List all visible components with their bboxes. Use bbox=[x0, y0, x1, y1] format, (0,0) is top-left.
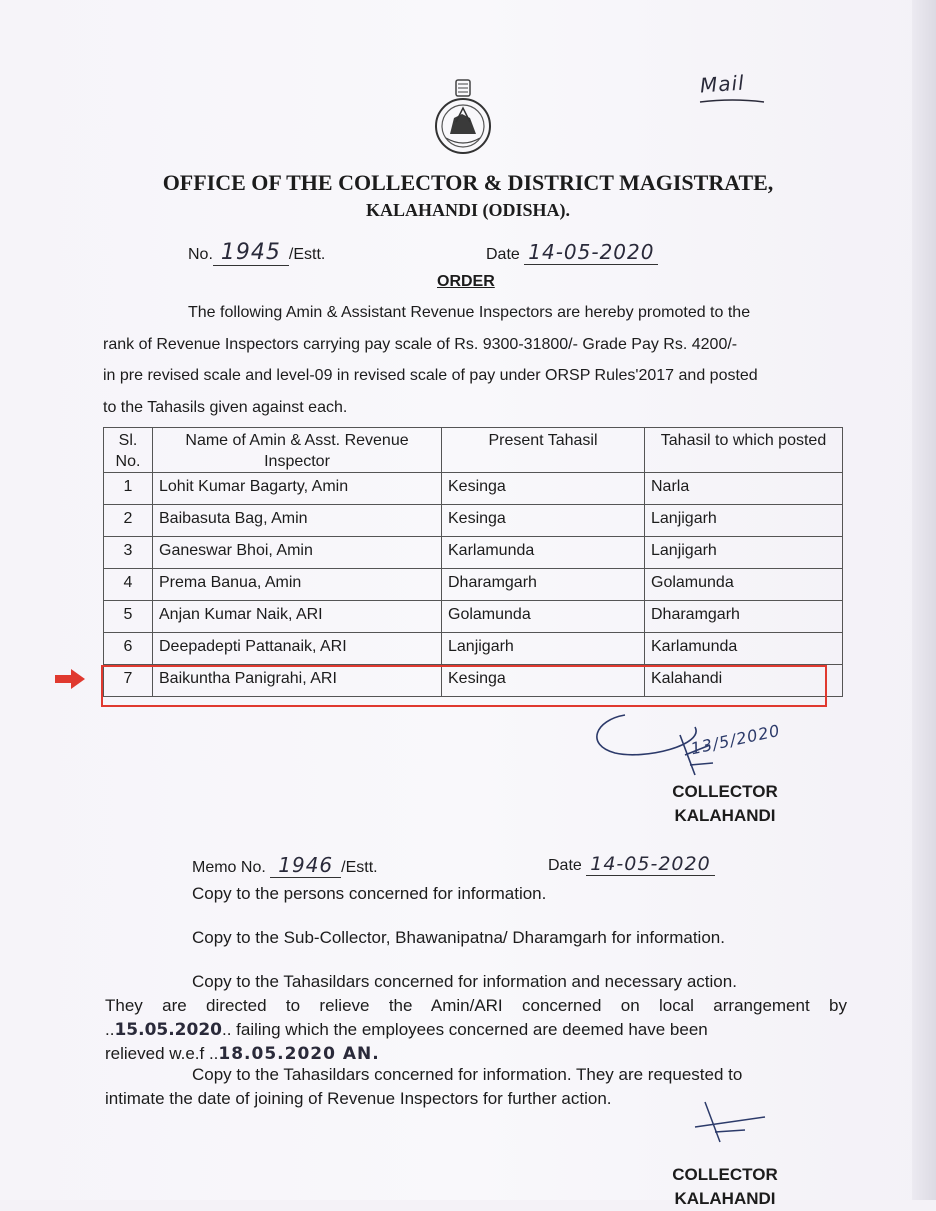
relieved-wef-date: 18.05.2020 AN. bbox=[218, 1044, 380, 1064]
table-row bbox=[104, 537, 843, 569]
cell-sl: 6 bbox=[104, 633, 153, 665]
order-heading: ORDER bbox=[437, 273, 495, 290]
cell-posted: Golamunda bbox=[645, 569, 843, 601]
cell-present: Kesinga bbox=[442, 505, 645, 537]
cell-sl: 4 bbox=[104, 569, 153, 601]
cell-posted: Lanjigarh bbox=[645, 505, 843, 537]
intro-line: to the Tahasils given against each. bbox=[103, 398, 348, 416]
intro-line: The following Amin & Assistant Revenue Inspectors are hereby promoted to the bbox=[188, 304, 751, 321]
intro-line: rank of Revenue Inspectors carrying pay scale of Rs. 9300-31800/- Grade Pay Rs. 4200/- bbox=[103, 335, 738, 353]
copy3-wef: relieved w.e.f .. bbox=[105, 1044, 219, 1063]
copy3-line bbox=[105, 1018, 847, 1042]
signatory-district: KALAHANDI bbox=[674, 1189, 776, 1208]
header-name: Name of Amin & Asst. Revenue Inspector bbox=[153, 428, 442, 473]
order-number-label: No. bbox=[188, 246, 213, 263]
order-number bbox=[188, 240, 325, 265]
memo-date bbox=[548, 853, 715, 875]
signature-scrawl-icon bbox=[665, 1082, 805, 1152]
odisha-emblem-icon bbox=[432, 78, 494, 158]
table-row bbox=[104, 601, 843, 633]
cell-sl: 1 bbox=[104, 473, 153, 505]
row-highlight-box bbox=[101, 665, 827, 707]
table-row bbox=[104, 633, 843, 665]
header-posted-tahasil: Tahasil to which posted bbox=[645, 428, 843, 473]
table-row bbox=[104, 505, 843, 537]
order-date-value: 14-05-2020 bbox=[524, 240, 658, 265]
arrow-right-icon bbox=[55, 667, 85, 691]
memo-number-label: Memo No. bbox=[192, 859, 266, 876]
memo-date-value: 14-05-2020 bbox=[586, 853, 714, 876]
cell-posted: Lanjigarh bbox=[645, 537, 843, 569]
header-sl-no: Sl. No. bbox=[104, 428, 153, 473]
cell-name: Anjan Kumar Naik, ARI bbox=[153, 601, 442, 633]
cell-present: Golamunda bbox=[442, 601, 645, 633]
office-title-line2: KALAHANDI (ODISHA). bbox=[365, 200, 570, 220]
relieve-date: 15.05.2020 bbox=[114, 1020, 222, 1040]
memo-number-suffix: /Estt. bbox=[341, 859, 378, 876]
corner-note-underline bbox=[698, 96, 768, 106]
table-header-row bbox=[104, 428, 843, 473]
cell-name: Baibasuta Bag, Amin bbox=[153, 505, 442, 537]
promotion-table bbox=[103, 427, 843, 697]
copy4-line: Copy to the Tahasildars concerned for information. They are requested to bbox=[192, 1065, 743, 1084]
copy-line-2: Copy to the Sub-Collector, Bhawanipatna/ Dharamgarh for information. bbox=[192, 928, 725, 947]
intro-paragraph bbox=[103, 297, 853, 423]
cell-sl: 3 bbox=[104, 537, 153, 569]
signatory-district: KALAHANDI bbox=[674, 806, 776, 825]
cell-sl: 5 bbox=[104, 601, 153, 633]
cell-sl: 7 bbox=[104, 665, 153, 697]
copy3-line: Copy to the Tahasildars concerned for information and necessary action. bbox=[192, 972, 737, 991]
cell-present: Kesinga bbox=[442, 473, 645, 505]
memo-number-value: 1946 bbox=[270, 853, 341, 878]
cell-name: Prema Banua, Amin bbox=[153, 569, 442, 601]
intro-line: in pre revised scale and level-09 in revised scale of pay under ORSP Rules'2017 and posted bbox=[103, 367, 758, 384]
corner-note-text: Mail bbox=[699, 70, 746, 98]
signatory-block-2 bbox=[655, 1163, 795, 1211]
cell-posted: Kalahandi bbox=[645, 665, 843, 697]
signatory-title: COLLECTOR bbox=[672, 782, 778, 801]
order-number-suffix: /Estt. bbox=[288, 246, 326, 263]
copy-paragraph-3 bbox=[105, 970, 847, 1066]
cell-name: Deepadepti Pattanaik, ARI bbox=[153, 633, 442, 665]
copy3-text: .. failing which the employees concerned are deemed have been bbox=[222, 1020, 708, 1039]
copy3-line: They are directed to relieve the Amin/ARI concerned on local arrangement by bbox=[105, 996, 847, 1015]
copy-line-1: Copy to the persons concerned for information. bbox=[192, 884, 547, 903]
copy4-line: intimate the date of joining of Revenue Inspectors for further action. bbox=[105, 1089, 612, 1108]
order-number-value: 1945 bbox=[213, 240, 289, 266]
cell-posted: Karlamunda bbox=[645, 633, 843, 665]
cell-name: Ganeswar Bhoi, Amin bbox=[153, 537, 442, 569]
signatory-title: COLLECTOR bbox=[672, 1165, 778, 1184]
header-present-tahasil: Present Tahasil bbox=[442, 428, 645, 473]
order-date bbox=[486, 240, 658, 264]
table-row bbox=[104, 569, 843, 601]
cell-name: Baikuntha Panigrahi, ARI bbox=[153, 665, 442, 697]
memo-date-label: Date bbox=[548, 857, 582, 874]
copy3-dots: .. bbox=[105, 1020, 115, 1039]
office-title-line1: OFFICE OF THE COLLECTOR & DISTRICT MAGISTRATE, bbox=[162, 170, 774, 195]
memo-number bbox=[192, 853, 378, 877]
cell-present: Lanjigarh bbox=[442, 633, 645, 665]
signature-date: 13/5/2020 bbox=[689, 720, 783, 759]
cell-present: Dharamgarh bbox=[442, 569, 645, 601]
signatory-block-1 bbox=[655, 780, 795, 828]
cell-name: Lohit Kumar Bagarty, Amin bbox=[153, 473, 442, 505]
cell-sl: 2 bbox=[104, 505, 153, 537]
table-row bbox=[104, 473, 843, 505]
cell-present: Kesinga bbox=[442, 665, 645, 697]
order-date-label: Date bbox=[486, 246, 520, 263]
cell-posted: Narla bbox=[645, 473, 843, 505]
cell-posted: Dharamgarh bbox=[645, 601, 843, 633]
cell-present: Karlamunda bbox=[442, 537, 645, 569]
corner-note bbox=[699, 70, 745, 97]
